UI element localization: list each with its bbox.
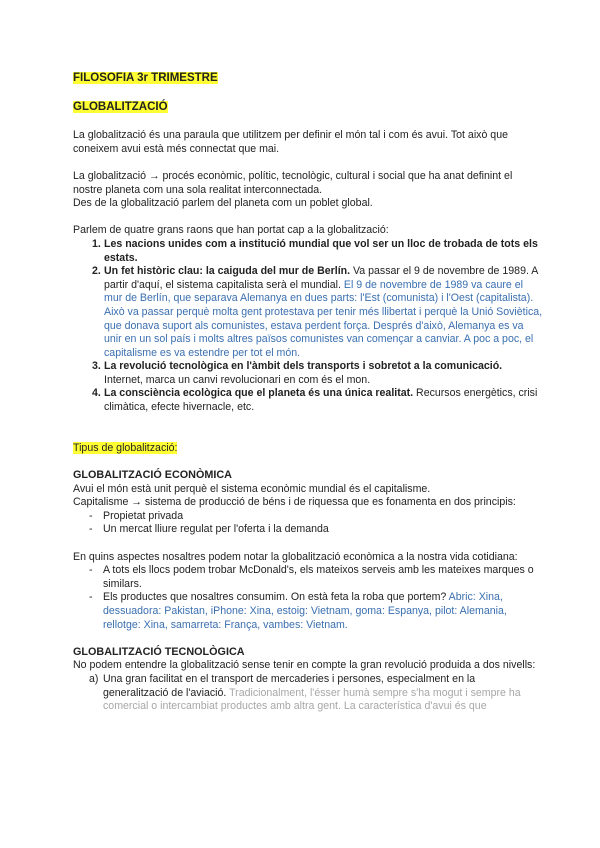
list-item: a) Una gran facilitat en el transport de mercaderies i persones, especialment en la generalització de l'aviació. Tradicionalment, l'ésser humà sempre s'ha mogut i sempre ha comercial o intercambiat productes amb altra gent. La característica d'avui és que [89, 672, 521, 713]
list-item: 3. La revolució tecnològica en l'àmbit dels transports i sobretot a la comunicació. Internet, marca un canvi revolucionari en com és el mon. [92, 360, 503, 386]
list-item: 2. Un fet històric clau: la caiguda del mur de Berlín. Va passar el 9 de novembre de 1989. A partir d'aquí, el sistema capitalista serà el mundial. El 9 de novembre de 1989 va caure el mur de Berlín, que separava Alemanya en dues parts: l'Est (comunista) i l'Oest (capitalista). Això va passar perquè molta gent protestava per tenir més llibertat i perquè la Unió Soviètica, que donava suport als comunistes, estava perdent força. Després d'això, Alemanya es va unir en un sol país i molts altres països comunistes van començar a canviar. A poc a poc, el capitalisme es va estendre per tot el món. [92, 265, 543, 359]
list-item: 4. La consciència ecològica que el planeta és una única realitat. Recursos energètics, crisi climàtica, efecte hivernacle, etc. [92, 387, 538, 414]
list-item: - Propietat privada [89, 509, 184, 522]
economic-question: En quins aspectes nosaltres podem notar la globalització econòmica a la nostra vida cotidiana: [73, 550, 518, 563]
list-item: - A tots els llocs podem trobar McDonald's, els mateixos serveis amb les mateixes marques o similars. [89, 564, 534, 590]
tech-line-1: No podem entendre la globalització sense tenir en compte la gran revolució produida a dos nivells: [73, 659, 536, 672]
list-item: - Els productes que nosaltres consumim. On està feta la roba que portem? Abric: Xina, dessuadora: Pakistan, iPhone: Xina, estoig: Vietnam, goma: Espanya, pilot: Alemania, rellotge: Xina, samarreta: França, vambes: Vietnam. [89, 591, 507, 631]
global-village-line: Des de la globalització parlem del planeta com un poblet global. [73, 197, 373, 210]
intro-paragraph: La globalització és una paraula que utilitzem per definir el món tal i com és avui. Tot això que coneixem avui està més connectat que mai. [73, 129, 508, 155]
list-item: 1. Les nacions unides com a institució mundial que vol ser un lloc de trobada de tots els estats. [92, 237, 538, 264]
tech-heading: GLOBALITZACIÓ TECNOLÒGICA [73, 645, 245, 658]
definition-paragraph: La globalització → procés econòmic, polític, tecnològic, cultural i social que ha anat definint el nostre planeta com una sola realitat interconnectada. [73, 169, 513, 196]
economic-heading: GLOBALITZACIÓ ECONÒMICA [73, 469, 232, 482]
types-heading: Tipus de globalització: [73, 441, 178, 454]
economic-line-2: Capitalisme → sistema de producció de béns i de riquessa que es fonamenta en dos principis: [73, 496, 516, 509]
reasons-intro: Parlem de quatre grans raons que han portat cap a la globalització: [73, 224, 389, 237]
tech-list [73, 673, 543, 714]
main-heading: GLOBALITZACIÓ [73, 100, 168, 113]
list-item: - Un mercat lliure regulat per l'oferta i la demanda [89, 523, 329, 536]
principles-list [73, 510, 543, 537]
reasons-list [73, 238, 543, 415]
aspects-list [73, 564, 543, 632]
document-page [73, 72, 543, 714]
economic-line-1: Avui el món està unit perquè el sistema econòmic mundial és el capitalisme. [73, 482, 431, 495]
course-title: FILOSOFIA 3r TRIMESTRE [73, 72, 218, 84]
